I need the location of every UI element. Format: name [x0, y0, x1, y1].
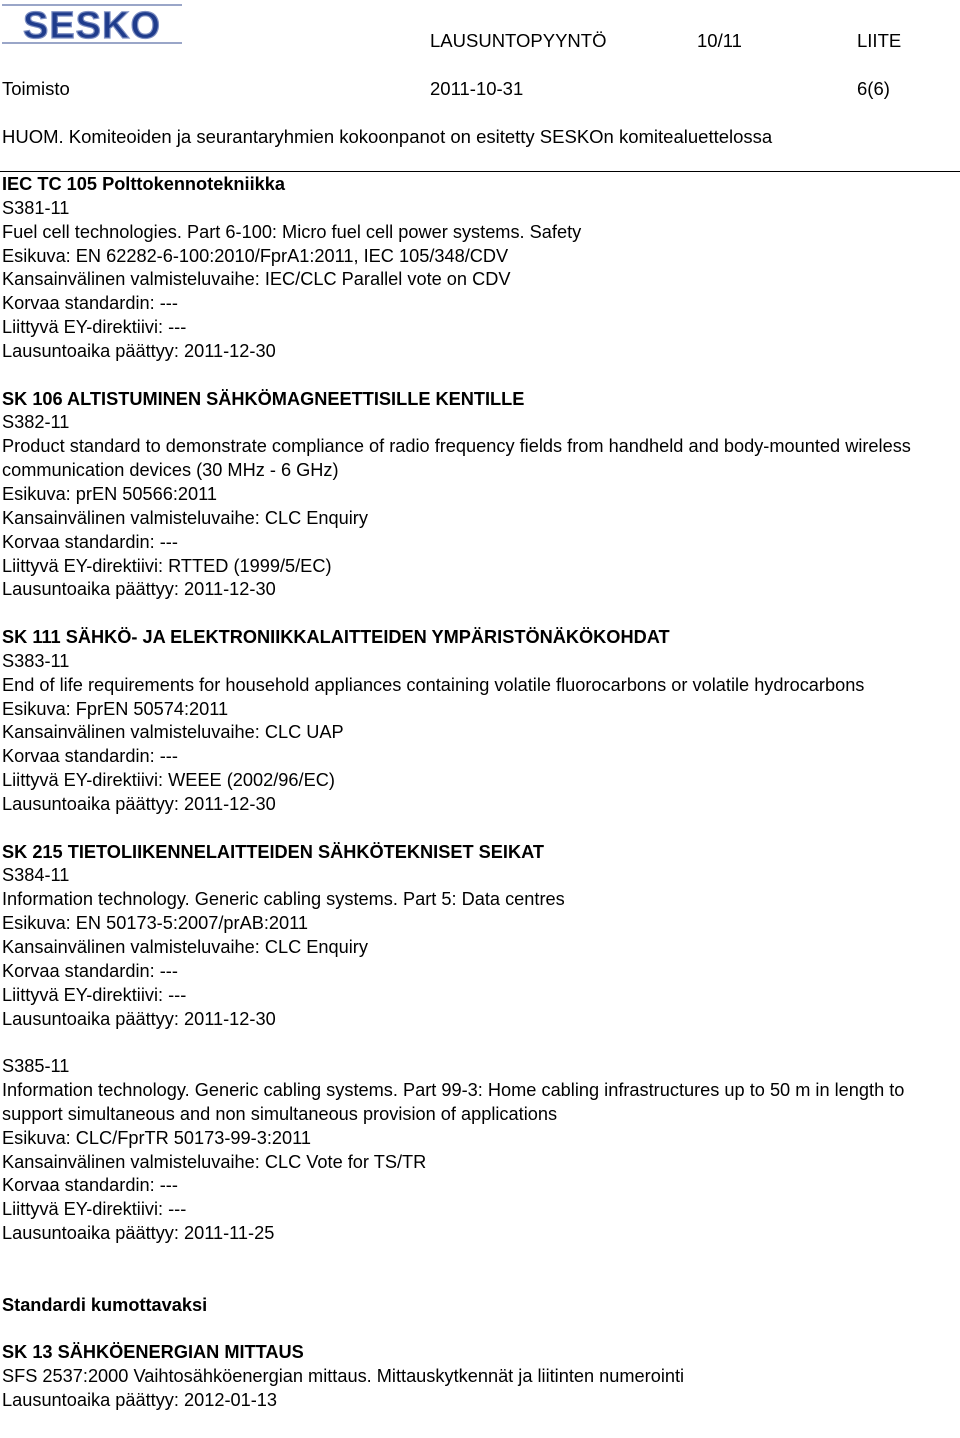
logo-text: SESKO: [22, 5, 162, 46]
item-deadline: Lausuntoaika päättyy: 2011-12-30: [2, 1008, 276, 1029]
section-sk-111: [2, 626, 960, 817]
item-draft: Esikuva: EN 62282-6-100:2010/FprA1:2011, IEC 105/348/CDV: [2, 245, 509, 266]
section-title: IEC TC 105 Polttokennotekniikka: [2, 174, 285, 194]
office-label: Toimisto: [2, 78, 70, 99]
item-draft: Esikuva: EN 50173-5:2007/prAB:2011: [2, 913, 309, 934]
item-directive: Liittyvä EY-direktiivi: ---: [2, 984, 187, 1005]
document-body: [2, 173, 960, 1413]
item-id: S384-11: [2, 865, 70, 886]
header-rule: [0, 171, 960, 172]
item-stage: Kansainvälinen valmisteluvaihe: CLC Vote for TS/TR: [2, 1151, 427, 1172]
item-directive: Liittyvä EY-direktiivi: ---: [2, 1199, 187, 1220]
item-stage: Kansainvälinen valmisteluvaihe: IEC/CLC Parallel vote on CDV: [2, 269, 511, 290]
item-id: S385-11: [2, 1056, 70, 1077]
section-title: SK 111 SÄHKÖ- JA ELEKTRONIIKKALAITTEIDEN YMPÄRISTÖNÄKÖKOHDAT: [2, 627, 670, 648]
section-title: SK 13 SÄHKÖENERGIAN MITTAUS: [2, 1342, 304, 1363]
item-stage: Kansainvälinen valmisteluvaihe: CLC Enquiry: [2, 507, 368, 528]
item-directive: Liittyvä EY-direktiivi: RTTED (1999/5/EC): [2, 555, 332, 576]
item-description: Product standard to demonstrate compliance of radio frequency fields from handheld and body-mounted wireless communication devices (30 MHz - 6 GHz): [2, 436, 911, 481]
committee-note: HUOM. Komiteoiden ja seurantaryhmien kokoonpanot on esitetty SESKOn komitealuettelossa: [2, 126, 773, 147]
doc-date: 2011-10-31: [430, 78, 524, 99]
item-deadline: Lausuntoaika päättyy: 2011-12-30: [2, 579, 276, 600]
item-description: Information technology. Generic cabling systems. Part 99-3: Home cabling infrastructures up to 50 m in length to support simultaneous and non simultaneous provision of applications: [2, 1080, 905, 1124]
item-deadline: Lausuntoaika päättyy: 2011-12-30: [2, 793, 276, 814]
item-id: S382-11: [2, 412, 70, 433]
doc-number: 10/11: [697, 30, 742, 51]
item-replaces: Korvaa standardin: ---: [2, 1175, 178, 1196]
item-stage: Kansainvälinen valmisteluvaihe: CLC UAP: [2, 722, 344, 743]
item-directive: Liittyvä EY-direktiivi: WEEE (2002/96/EC): [2, 770, 335, 791]
section-title: SK 215 TIETOLIIKENNELAITTEIDEN SÄHKÖTEKNISET SEIKAT: [2, 841, 544, 862]
item-replaces: Korvaa standardin: ---: [2, 531, 178, 552]
section-sk-106: [2, 388, 960, 603]
section-sk-215: [2, 841, 960, 1246]
item-description: Fuel cell technologies. Part 6-100: Micro fuel cell power systems. Safety: [2, 221, 582, 242]
doc-type: LAUSUNTOPYYNTÖ: [430, 30, 607, 51]
section-title: SK 106 ALTISTUMINEN SÄHKÖMAGNEETTISILLE KENTILLE: [2, 388, 525, 409]
item-stage: Kansainvälinen valmisteluvaihe: CLC Enquiry: [2, 937, 368, 957]
item-deadline: Lausuntoaika päättyy: 2012-01-13: [2, 1390, 278, 1411]
item-replaces: Korvaa standardin: ---: [2, 293, 178, 314]
item-directive: Liittyvä EY-direktiivi: ---: [2, 317, 187, 338]
item-id: S381-11: [2, 197, 70, 218]
item-draft: Esikuva: prEN 50566:2011: [2, 483, 218, 504]
item-replaces: Korvaa standardin: ---: [2, 746, 178, 767]
section-iec-tc-105: [2, 173, 960, 364]
withdrawn-item: SFS 2537:2000 Vaihtosähköenergian mittaus. Mittauskytkennät ja liitinten numerointi: [2, 1366, 685, 1387]
attachment-label: LIITE: [857, 30, 902, 51]
item-description: End of life requirements for household appliances containing volatile fluorocarbons or volatile hydrocarbons: [2, 674, 865, 695]
item-replaces: Korvaa standardin: ---: [2, 960, 178, 981]
item-id: S383-11: [2, 650, 70, 671]
item-deadline: Lausuntoaika päättyy: 2011-11-25: [2, 1223, 275, 1244]
item-draft: Esikuva: FprEN 50574:2011: [2, 698, 229, 719]
sesko-logo: [2, 2, 182, 46]
page-number: 6(6): [857, 78, 890, 99]
item-draft: Esikuva: CLC/FprTR 50173-99-3:2011: [2, 1127, 312, 1148]
item-description: Information technology. Generic cabling systems. Part 5: Data centres: [2, 889, 565, 910]
item-deadline: Lausuntoaika päättyy: 2011-12-30: [2, 340, 276, 361]
withdrawn-heading: Standardi kumottavaksi: [2, 1294, 208, 1315]
section-withdrawn: [2, 1294, 960, 1413]
